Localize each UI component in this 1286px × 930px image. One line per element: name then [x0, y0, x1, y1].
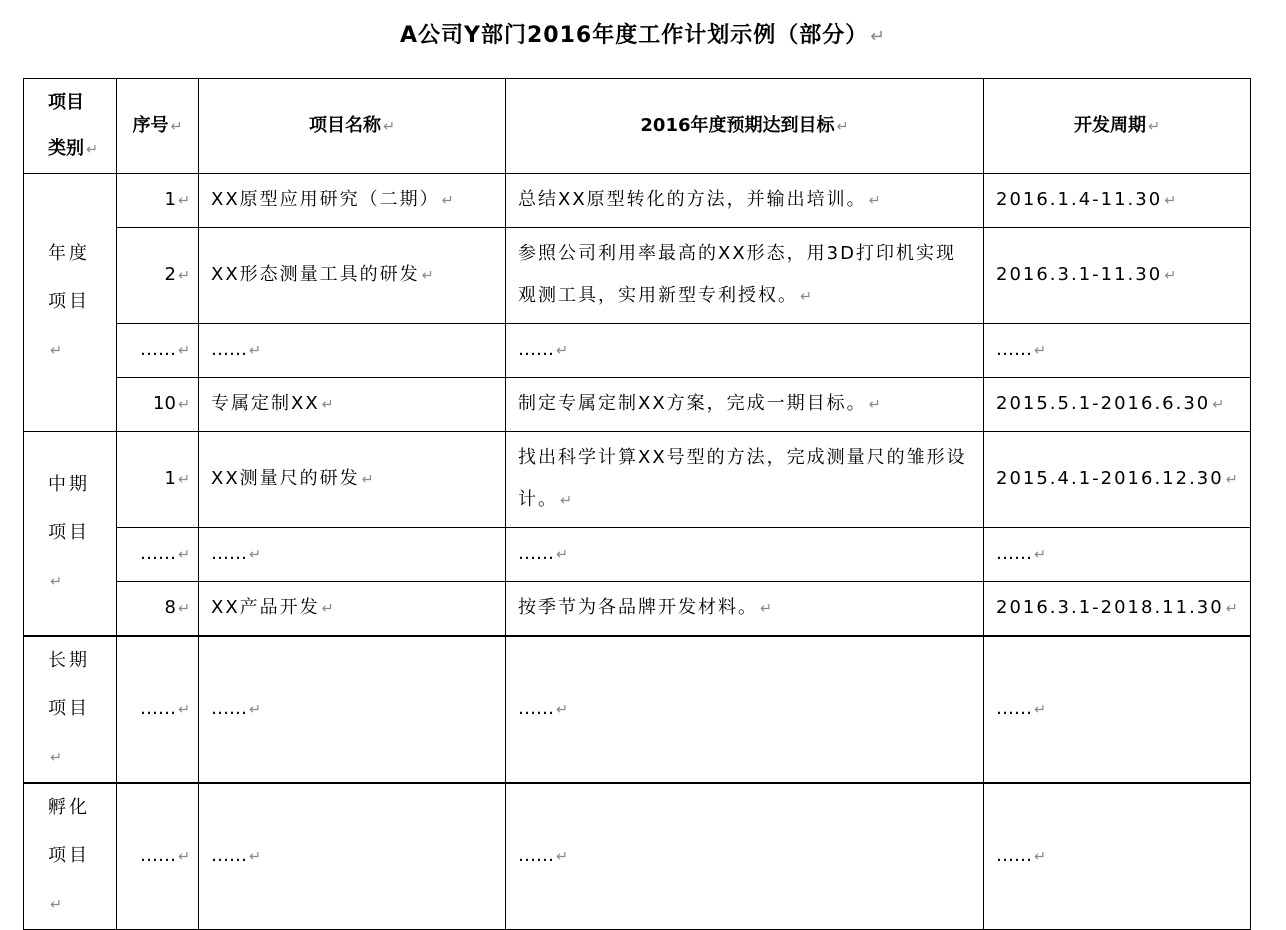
paragraph-mark-icon: ↵ [870, 27, 886, 47]
table-row [24, 636, 1251, 783]
category-long-term: 长期 项目↵ [24, 636, 117, 783]
header-seq: 序号 ↵ [117, 79, 199, 174]
table-row [24, 582, 1251, 636]
cell-period: …… ↵ [984, 324, 1251, 378]
cell-seq: 1 ↵ [117, 432, 199, 528]
cell-name: XX测量尺的研发 ↵ [199, 432, 506, 528]
cell-seq: …… ↵ [117, 528, 199, 582]
cell-period: 2016.3.1-2018.11.30 ↵ [984, 582, 1251, 636]
cell-goal: …… ↵ [506, 324, 984, 378]
cell-period: 2016.1.4-11.30 ↵ [984, 174, 1251, 228]
cell-name: …… ↵ [199, 783, 506, 930]
cell-seq: 10 ↵ [117, 378, 199, 432]
cell-period: 2015.5.1-2016.6.30 ↵ [984, 378, 1251, 432]
document-title-text: A公司Y部门2016年度工作计划示例（部分） [400, 23, 869, 48]
cell-seq: …… ↵ [117, 324, 199, 378]
cell-goal: …… ↵ [506, 783, 984, 930]
header-goal: 2016年度预期达到目标 ↵ [506, 79, 984, 174]
cell-seq: …… ↵ [117, 636, 199, 783]
cell-name: …… ↵ [199, 636, 506, 783]
header-category: 项目 类别 ↵ [24, 79, 117, 174]
cell-goal: 总结XX原型转化的方法，并输出培训。 ↵ [506, 174, 984, 228]
work-plan-table [23, 78, 1251, 930]
category-annual: 年度 项目↵ [24, 174, 117, 432]
cell-period: 2015.4.1-2016.12.30 ↵ [984, 432, 1251, 528]
cell-seq: 8 ↵ [117, 582, 199, 636]
cell-seq: 2 ↵ [117, 228, 199, 324]
document-title [0, 18, 1286, 49]
cell-name: XX形态测量工具的研发 ↵ [199, 228, 506, 324]
cell-name: XX原型应用研究（二期） ↵ [199, 174, 506, 228]
cell-goal: 找出科学计算XX号型的方法，完成测量尺的雏形设计。 ↵ [506, 432, 984, 528]
cell-period: …… ↵ [984, 636, 1251, 783]
cell-name: 专属定制XX ↵ [199, 378, 506, 432]
cell-goal: …… ↵ [506, 636, 984, 783]
cell-goal: 参照公司利用率最高的XX形态，用3D打印机实现观测工具，实用新型专利授权。 ↵ [506, 228, 984, 324]
cell-goal: 按季节为各品牌开发材料。 ↵ [506, 582, 984, 636]
cell-period: 2016.3.1-11.30 ↵ [984, 228, 1251, 324]
cell-seq: …… ↵ [117, 783, 199, 930]
table-row [24, 228, 1251, 324]
cell-name: …… ↵ [199, 324, 506, 378]
category-mid-term: 中期 项目↵ [24, 432, 117, 636]
cell-name: XX产品开发 ↵ [199, 582, 506, 636]
cell-goal: 制定专属定制XX方案，完成一期目标。 ↵ [506, 378, 984, 432]
cell-seq: 1 ↵ [117, 174, 199, 228]
table-row [24, 174, 1251, 228]
header-name: 项目名称 ↵ [199, 79, 506, 174]
table-row [24, 324, 1251, 378]
table-row [24, 783, 1251, 930]
table-row [24, 432, 1251, 528]
table-header-row [24, 79, 1251, 174]
table-row [24, 528, 1251, 582]
cell-name: …… ↵ [199, 528, 506, 582]
cell-goal: …… ↵ [506, 528, 984, 582]
category-incubation: 孵化 项目↵ [24, 783, 117, 930]
header-period: 开发周期 ↵ [984, 79, 1251, 174]
table-row [24, 378, 1251, 432]
cell-period: …… ↵ [984, 783, 1251, 930]
cell-period: …… ↵ [984, 528, 1251, 582]
